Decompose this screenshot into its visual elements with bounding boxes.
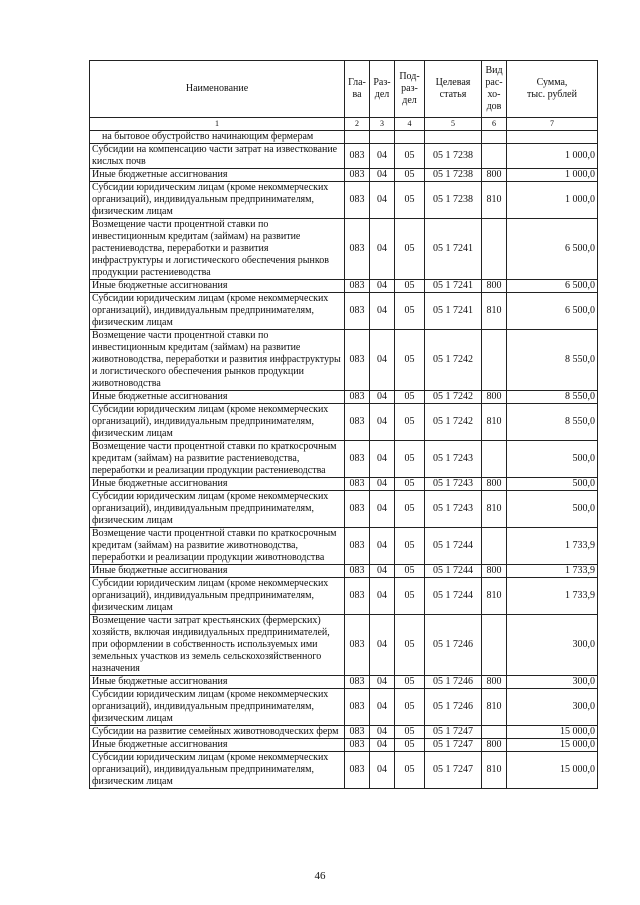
table-row	[90, 404, 598, 441]
row-name: Субсидии на развитие семейных животноводческих ферм	[90, 726, 345, 739]
row-chapter: 083	[345, 280, 370, 293]
row-type: 810	[482, 182, 507, 219]
row-sum: 1 000,0	[507, 182, 598, 219]
row-target: 05 1 7247	[425, 752, 482, 789]
row-chapter: 083	[345, 752, 370, 789]
row-target: 05 1 7247	[425, 726, 482, 739]
row-section: 04	[370, 478, 395, 491]
row-name: Субсидии юридическим лицам (кроме некоммерческих организаций), индивидуальным предпринимателям, физическим лицам	[90, 689, 345, 726]
row-name: Возмещение части процентной ставки по инвестиционным кредитам (займам) на развитие растениеводства, переработки и развития инфраструктуры и логистического обеспечения рынков продукции растениеводства	[90, 219, 345, 280]
row-sum: 500,0	[507, 441, 598, 478]
row-type: 800	[482, 478, 507, 491]
header-sum: Сумма, тыс. рублей	[507, 61, 598, 118]
row-section: 04	[370, 169, 395, 182]
row-subsection: 05	[395, 293, 425, 330]
row-type	[482, 528, 507, 565]
row-chapter: 083	[345, 404, 370, 441]
row-sum: 500,0	[507, 491, 598, 528]
header-name: Наименование	[90, 61, 345, 118]
row-chapter: 083	[345, 565, 370, 578]
row-subsection: 05	[395, 330, 425, 391]
row-subsection: 05	[395, 578, 425, 615]
row-name: Иные бюджетные ассигнования	[90, 478, 345, 491]
table-row	[90, 144, 598, 169]
row-subsection: 05	[395, 404, 425, 441]
row-target: 05 1 7241	[425, 280, 482, 293]
row-type: 810	[482, 578, 507, 615]
row-type: 810	[482, 293, 507, 330]
row-section: 04	[370, 689, 395, 726]
row-chapter: 083	[345, 528, 370, 565]
row-type: 800	[482, 676, 507, 689]
row-section: 04	[370, 578, 395, 615]
column-number: 2	[345, 118, 370, 131]
row-section: 04	[370, 391, 395, 404]
row-subsection: 05	[395, 144, 425, 169]
row-type: 810	[482, 491, 507, 528]
row-target: 05 1 7243	[425, 441, 482, 478]
continuation-text: на бытовое обустройство начинающим фермерам	[90, 131, 345, 144]
row-target: 05 1 7238	[425, 169, 482, 182]
row-sum: 6 500,0	[507, 219, 598, 280]
row-subsection: 05	[395, 280, 425, 293]
row-subsection: 05	[395, 676, 425, 689]
row-sum: 500,0	[507, 478, 598, 491]
row-target: 05 1 7241	[425, 293, 482, 330]
row-target: 05 1 7242	[425, 330, 482, 391]
row-section: 04	[370, 528, 395, 565]
row-type: 800	[482, 391, 507, 404]
row-name: Субсидии юридическим лицам (кроме некоммерческих организаций), индивидуальным предпринимателям, физическим лицам	[90, 182, 345, 219]
row-target: 05 1 7238	[425, 144, 482, 169]
row-name: Субсидии юридическим лицам (кроме некоммерческих организаций), индивидуальным предпринимателям, физическим лицам	[90, 404, 345, 441]
row-name: Возмещение части процентной ставки по инвестиционным кредитам (займам) на развитие животноводства, переработки и развития инфраструктуры и логистического обеспечения рынков продукции животноводства	[90, 330, 345, 391]
row-sum: 6 500,0	[507, 280, 598, 293]
header-subsection: Под- раз- дел	[395, 61, 425, 118]
table-row	[90, 478, 598, 491]
table-row	[90, 565, 598, 578]
row-type	[482, 441, 507, 478]
row-name: Субсидии юридическим лицам (кроме некоммерческих организаций), индивидуальным предпринимателям, физическим лицам	[90, 752, 345, 789]
row-chapter: 083	[345, 739, 370, 752]
row-sum: 15 000,0	[507, 739, 598, 752]
row-target: 05 1 7246	[425, 676, 482, 689]
row-chapter: 083	[345, 219, 370, 280]
row-section: 04	[370, 491, 395, 528]
row-section: 04	[370, 219, 395, 280]
row-target: 05 1 7246	[425, 615, 482, 676]
row-name: Иные бюджетные ассигнования	[90, 391, 345, 404]
row-subsection: 05	[395, 615, 425, 676]
row-chapter: 083	[345, 491, 370, 528]
column-number: 3	[370, 118, 395, 131]
table-row	[90, 528, 598, 565]
row-sum: 15 000,0	[507, 726, 598, 739]
row-name: Возмещение части затрат крестьянских (фермерских) хозяйств, включая индивидуальных предпринимателей, при оформлении в собственность используемых ими земельных участков из земель сельскохозяйственного назначения	[90, 615, 345, 676]
row-sum: 300,0	[507, 689, 598, 726]
row-type: 810	[482, 404, 507, 441]
row-section: 04	[370, 404, 395, 441]
table-row	[90, 676, 598, 689]
table-row	[90, 169, 598, 182]
row-target: 05 1 7246	[425, 689, 482, 726]
row-sum: 15 000,0	[507, 752, 598, 789]
row-type	[482, 219, 507, 280]
table-row	[90, 491, 598, 528]
row-chapter: 083	[345, 330, 370, 391]
row-name: Субсидии юридическим лицам (кроме некоммерческих организаций), индивидуальным предпринимателям, физическим лицам	[90, 578, 345, 615]
header-chapter: Гла- ва	[345, 61, 370, 118]
table-row	[90, 689, 598, 726]
row-sum: 1 733,9	[507, 565, 598, 578]
row-type: 800	[482, 565, 507, 578]
row-subsection: 05	[395, 219, 425, 280]
row-section: 04	[370, 182, 395, 219]
column-number: 4	[395, 118, 425, 131]
row-target: 05 1 7244	[425, 565, 482, 578]
row-sum: 1 000,0	[507, 169, 598, 182]
table-body	[90, 131, 598, 789]
row-subsection: 05	[395, 441, 425, 478]
continuation-row	[90, 131, 598, 144]
table-row	[90, 739, 598, 752]
row-target: 05 1 7244	[425, 528, 482, 565]
table-row	[90, 293, 598, 330]
row-target: 05 1 7243	[425, 478, 482, 491]
row-chapter: 083	[345, 689, 370, 726]
row-sum: 6 500,0	[507, 293, 598, 330]
row-target: 05 1 7241	[425, 219, 482, 280]
row-section: 04	[370, 739, 395, 752]
row-section: 04	[370, 752, 395, 789]
row-name: Возмещение части процентной ставки по краткосрочным кредитам (займам) на развитие растениеводства, переработки и реализации продукции растениеводства	[90, 441, 345, 478]
row-subsection: 05	[395, 182, 425, 219]
row-section: 04	[370, 441, 395, 478]
header-target: Целевая статья	[425, 61, 482, 118]
row-sum: 1 000,0	[507, 144, 598, 169]
row-sum: 300,0	[507, 676, 598, 689]
column-number: 5	[425, 118, 482, 131]
row-type: 800	[482, 739, 507, 752]
row-section: 04	[370, 280, 395, 293]
row-name: Иные бюджетные ассигнования	[90, 280, 345, 293]
table-row	[90, 219, 598, 280]
budget-table	[89, 60, 598, 789]
table-row	[90, 391, 598, 404]
row-sum: 1 733,9	[507, 578, 598, 615]
row-subsection: 05	[395, 491, 425, 528]
row-chapter: 083	[345, 391, 370, 404]
column-number-row	[90, 118, 598, 131]
row-type: 800	[482, 280, 507, 293]
row-target: 05 1 7242	[425, 404, 482, 441]
row-name: Возмещение части процентной ставки по краткосрочным кредитам (займам) на развитие животноводства, переработки и реализации продукции животноводства	[90, 528, 345, 565]
row-section: 04	[370, 726, 395, 739]
row-name: Иные бюджетные ассигнования	[90, 739, 345, 752]
row-subsection: 05	[395, 689, 425, 726]
row-chapter: 083	[345, 615, 370, 676]
row-name: Иные бюджетные ассигнования	[90, 676, 345, 689]
row-chapter: 083	[345, 441, 370, 478]
column-number: 7	[507, 118, 598, 131]
row-chapter: 083	[345, 182, 370, 219]
row-type: 810	[482, 689, 507, 726]
row-chapter: 083	[345, 478, 370, 491]
table-row	[90, 752, 598, 789]
row-section: 04	[370, 293, 395, 330]
column-number: 6	[482, 118, 507, 131]
row-subsection: 05	[395, 752, 425, 789]
row-subsection: 05	[395, 565, 425, 578]
header-section: Раз- дел	[370, 61, 395, 118]
row-sum: 8 550,0	[507, 391, 598, 404]
page-number: 46	[314, 870, 326, 882]
row-section: 04	[370, 144, 395, 169]
row-subsection: 05	[395, 169, 425, 182]
row-name: Субсидии юридическим лицам (кроме некоммерческих организаций), индивидуальным предпринимателям, физическим лицам	[90, 491, 345, 528]
row-target: 05 1 7244	[425, 578, 482, 615]
row-subsection: 05	[395, 739, 425, 752]
table-row	[90, 182, 598, 219]
row-chapter: 083	[345, 726, 370, 739]
row-sum: 8 550,0	[507, 404, 598, 441]
row-sum: 300,0	[507, 615, 598, 676]
row-subsection: 05	[395, 478, 425, 491]
row-name: Субсидии юридическим лицам (кроме некоммерческих организаций), индивидуальным предпринимателям, физическим лицам	[90, 293, 345, 330]
row-sum: 1 733,9	[507, 528, 598, 565]
row-subsection: 05	[395, 726, 425, 739]
row-type: 810	[482, 752, 507, 789]
row-type: 800	[482, 169, 507, 182]
row-chapter: 083	[345, 578, 370, 615]
row-type	[482, 330, 507, 391]
row-chapter: 083	[345, 144, 370, 169]
table-row	[90, 441, 598, 478]
row-section: 04	[370, 615, 395, 676]
table-row	[90, 280, 598, 293]
table-row	[90, 578, 598, 615]
row-name: Субсидии на компенсацию части затрат на известкование кислых почв	[90, 144, 345, 169]
header-row	[90, 61, 598, 118]
row-subsection: 05	[395, 391, 425, 404]
row-chapter: 083	[345, 293, 370, 330]
row-chapter: 083	[345, 169, 370, 182]
table-row	[90, 615, 598, 676]
row-name: Иные бюджетные ассигнования	[90, 565, 345, 578]
row-target: 05 1 7238	[425, 182, 482, 219]
row-section: 04	[370, 330, 395, 391]
row-subsection: 05	[395, 528, 425, 565]
row-target: 05 1 7242	[425, 391, 482, 404]
header-type: Вид рас- хо- дов	[482, 61, 507, 118]
row-type	[482, 726, 507, 739]
row-target: 05 1 7243	[425, 491, 482, 528]
column-number: 1	[90, 118, 345, 131]
row-chapter: 083	[345, 676, 370, 689]
row-section: 04	[370, 565, 395, 578]
row-type	[482, 615, 507, 676]
table-row	[90, 726, 598, 739]
row-sum: 8 550,0	[507, 330, 598, 391]
row-name: Иные бюджетные ассигнования	[90, 169, 345, 182]
row-target: 05 1 7247	[425, 739, 482, 752]
row-type	[482, 144, 507, 169]
table-row	[90, 330, 598, 391]
row-section: 04	[370, 676, 395, 689]
